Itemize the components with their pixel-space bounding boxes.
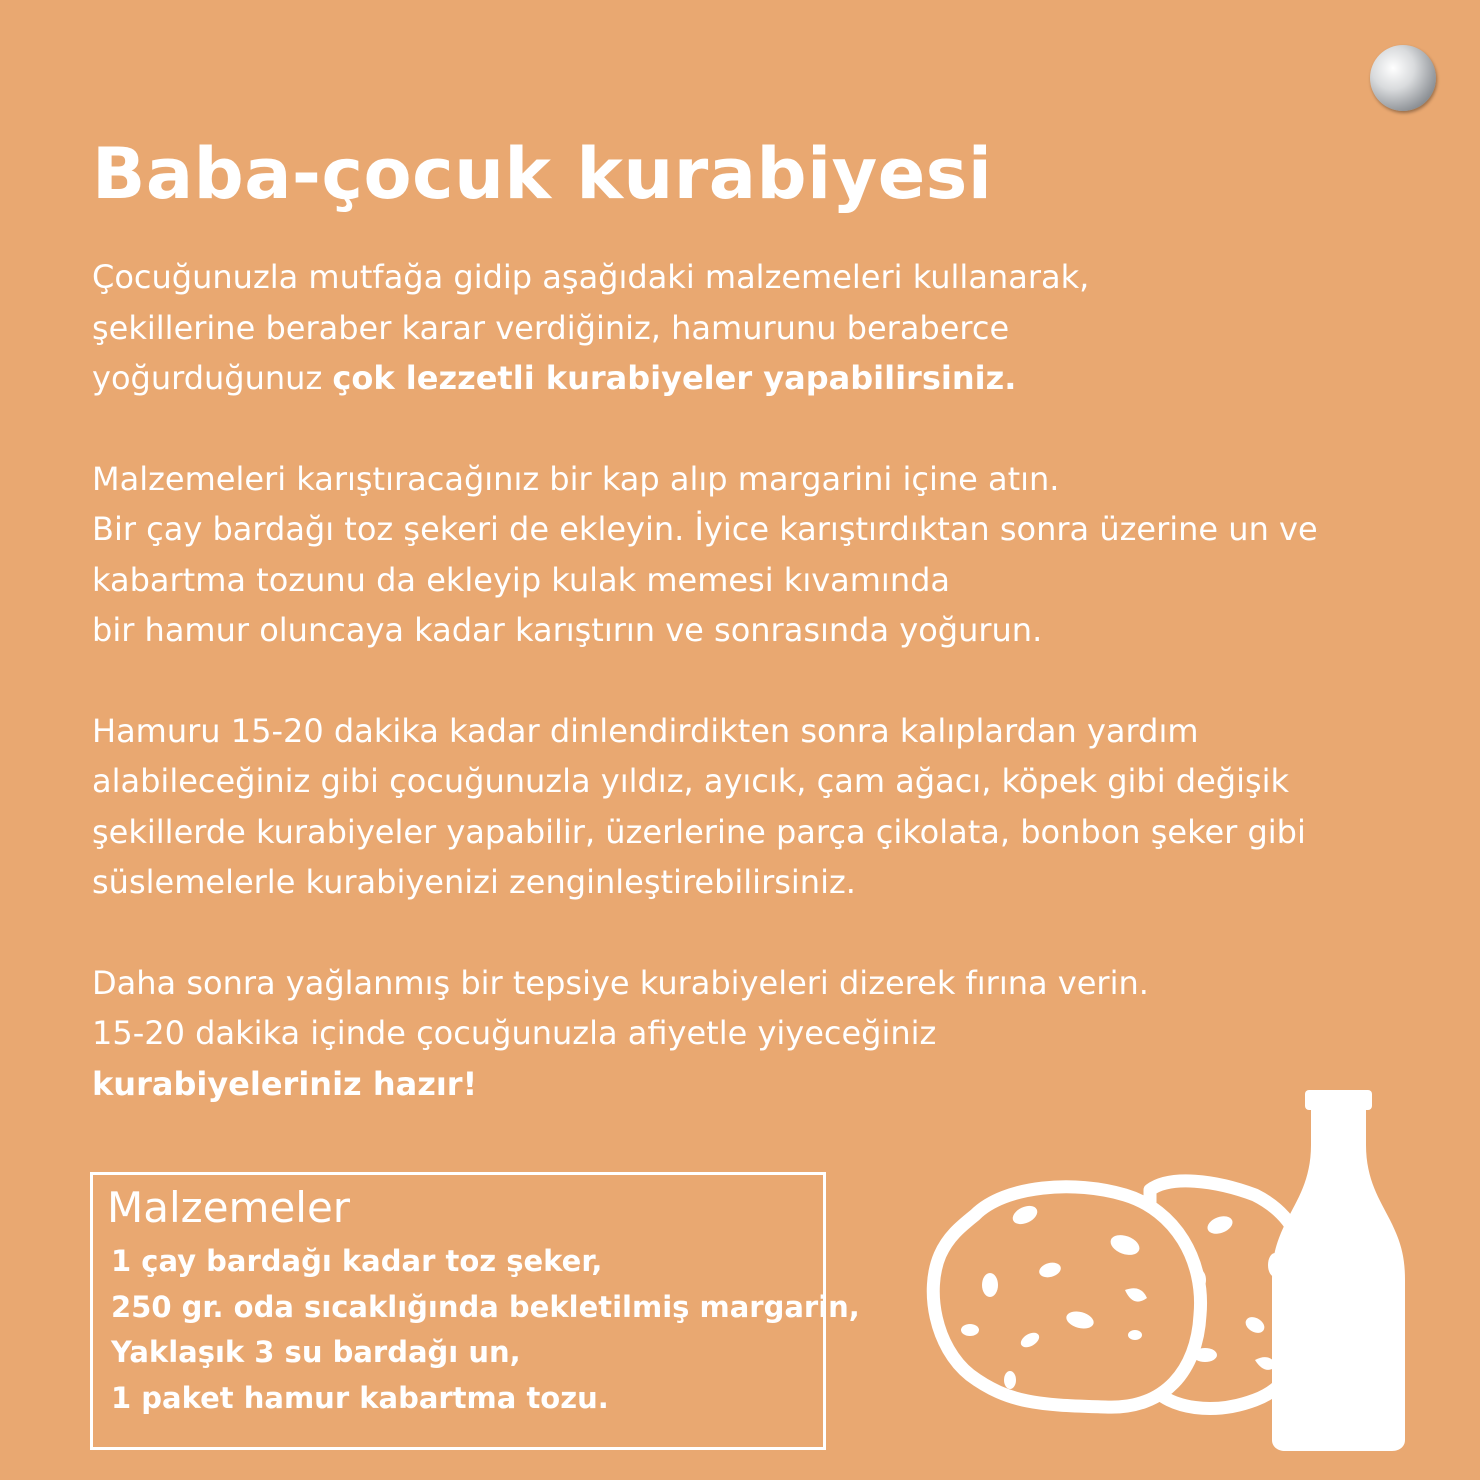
ingredients-title: Malzemeler bbox=[107, 1183, 351, 1232]
text-segment: Daha sonra yağlanmış bir tepsiye kurabiyeleri dizerek fırına verin. bbox=[92, 963, 1149, 1002]
text-segment: Malzemeleri karıştıracağınız bir kap alıp margarini içine atın. bbox=[92, 459, 1060, 498]
text-line bbox=[92, 555, 1432, 606]
text-segment: alabileceğiniz gibi çocuğunuzla yıldız, ayıcık, çam ağacı, köpek gibi değişik bbox=[92, 762, 1290, 800]
text-line bbox=[92, 706, 1432, 757]
paragraph bbox=[92, 706, 1432, 908]
text-line bbox=[92, 958, 1432, 1009]
bold-text: çok lezzetli kurabiyeler yapabilirsiniz. bbox=[332, 359, 1017, 397]
paragraph bbox=[92, 252, 1432, 404]
ingredient-item: Yaklaşık 3 su bardağı un, bbox=[111, 1335, 521, 1369]
text-segment: şekillerde kurabiyeler yapabilir, üzerlerine parça çikolata, bonbon şeker gibi bbox=[92, 812, 1306, 851]
text-segment: Çocuğunuzla mutfağa gidip aşağıdaki malzemeleri kullanarak, bbox=[92, 258, 1090, 296]
text-line bbox=[92, 1008, 1432, 1059]
text-line bbox=[92, 303, 1432, 354]
text-segment: Hamuru 15-20 dakika kadar dinlendirdikten sonra kalıplardan yardım bbox=[92, 711, 1199, 750]
text-line bbox=[92, 807, 1432, 858]
recipe-instructions bbox=[92, 252, 1432, 1159]
text-line bbox=[92, 252, 1432, 303]
text-segment: bir hamur oluncaya kadar karıştırın ve sonrasında yoğurun. bbox=[92, 611, 1043, 649]
ingredient-item: 1 çay bardağı kadar toz şeker, bbox=[111, 1244, 603, 1278]
text-line bbox=[92, 504, 1432, 555]
text-segment: yoğurduğunuz bbox=[92, 359, 333, 397]
paragraph bbox=[92, 454, 1432, 656]
page-title: Baba-çocuk kurabiyesi bbox=[92, 133, 993, 215]
metal-badge-icon bbox=[1370, 45, 1436, 111]
text-line bbox=[92, 353, 1432, 404]
milk-bottle-icon bbox=[1272, 1090, 1405, 1451]
text-segment: süslemelerle kurabiyenizi zenginleştirebilirsiniz. bbox=[92, 863, 856, 901]
cookies-and-milk-illustration bbox=[915, 1085, 1415, 1455]
text-line bbox=[92, 756, 1432, 807]
ingredients-list bbox=[111, 1239, 860, 1421]
bold-text: kurabiyeleriniz hazır! bbox=[92, 1064, 478, 1103]
text-line bbox=[92, 605, 1432, 656]
text-segment: şekillerine beraber karar verdiğiniz, hamurunu beraberce bbox=[92, 308, 1010, 347]
ingredient-item: 250 gr. oda sıcaklığında bekletilmiş margarin, bbox=[111, 1289, 860, 1324]
text-segment: 15-20 dakika içinde çocuğunuzla afiyetle yiyeceğiniz bbox=[92, 1014, 937, 1052]
ingredient-item: 1 paket hamur kabartma tozu. bbox=[111, 1380, 609, 1415]
ingredients-box bbox=[90, 1172, 860, 1450]
text-line bbox=[92, 857, 1432, 908]
text-segment: Bir çay bardağı toz şekeri de ekleyin. İyice karıştırdıktan sonra üzerine un ve bbox=[92, 510, 1318, 548]
text-line bbox=[92, 454, 1432, 505]
cookie-icon bbox=[933, 1187, 1200, 1407]
text-segment: kabartma tozunu da ekleyip kulak memesi kıvamında bbox=[92, 560, 951, 599]
